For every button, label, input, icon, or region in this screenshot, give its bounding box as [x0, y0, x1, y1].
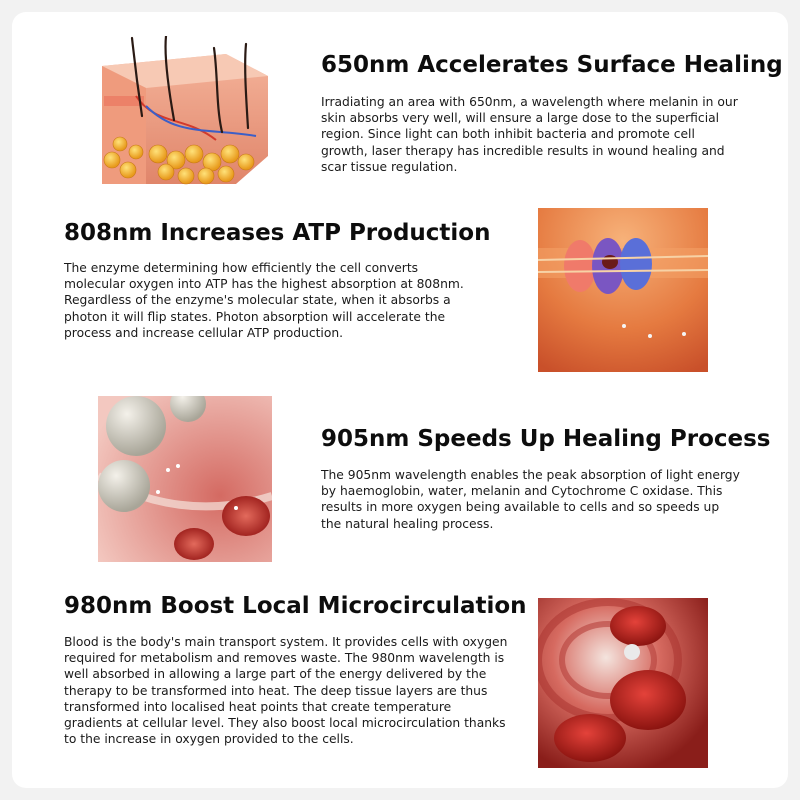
- section-body: The enzyme determining how efficiently the cell converts molecular oxygen into ATP has the highest absorption at 808nm. Regardless of the enzyme's molecular state, when it absorbs a photon it will flip states. Photon absorption will accelerate the process and increase cellular ATP production.: [64, 261, 464, 340]
- section-body: Blood is the body's main transport system. It provides cells with oxygen required for metabolism and removes waste. The 980nm wavelength is well absorbed in allowing a large part of the energy delivered by the therapy to be transformed into heat. The deep tissue layers are thus transformed into localised heat points that create temperature gradients at cellular level. They also boost local microcirculation thanks to the increase in oxygen provided to the cells.: [64, 635, 508, 747]
- skin-layers-illustration: [96, 36, 274, 186]
- blood-vessel-interior-illustration: [538, 598, 708, 768]
- section-title: 980nm Boost Local Microcirculation: [64, 593, 527, 619]
- section-title: 650nm Accelerates Surface Healing: [321, 52, 783, 78]
- section-title: 808nm Increases ATP Production: [64, 220, 491, 246]
- cell-membrane-enzyme-illustration: [538, 208, 708, 372]
- section-body: Irradiating an area with 650nm, a wavelength where melanin in our skin absorbs very well, will ensure a large dose to the superficial region. Since light can both inhibit bacteria and promote cell growth, laser therapy has incredible results in wound healing and scar tissue regulation.: [321, 95, 738, 174]
- section-title: 905nm Speeds Up Healing Process: [321, 426, 771, 452]
- blood-cells-vessel-illustration: [98, 396, 272, 562]
- section-body: The 905nm wavelength enables the peak absorption of light energy by haemoglobin, water, melanin and Cytochrome C oxidase. This results in more oxygen being available to cells and so speeds up the natural healing process.: [321, 468, 740, 531]
